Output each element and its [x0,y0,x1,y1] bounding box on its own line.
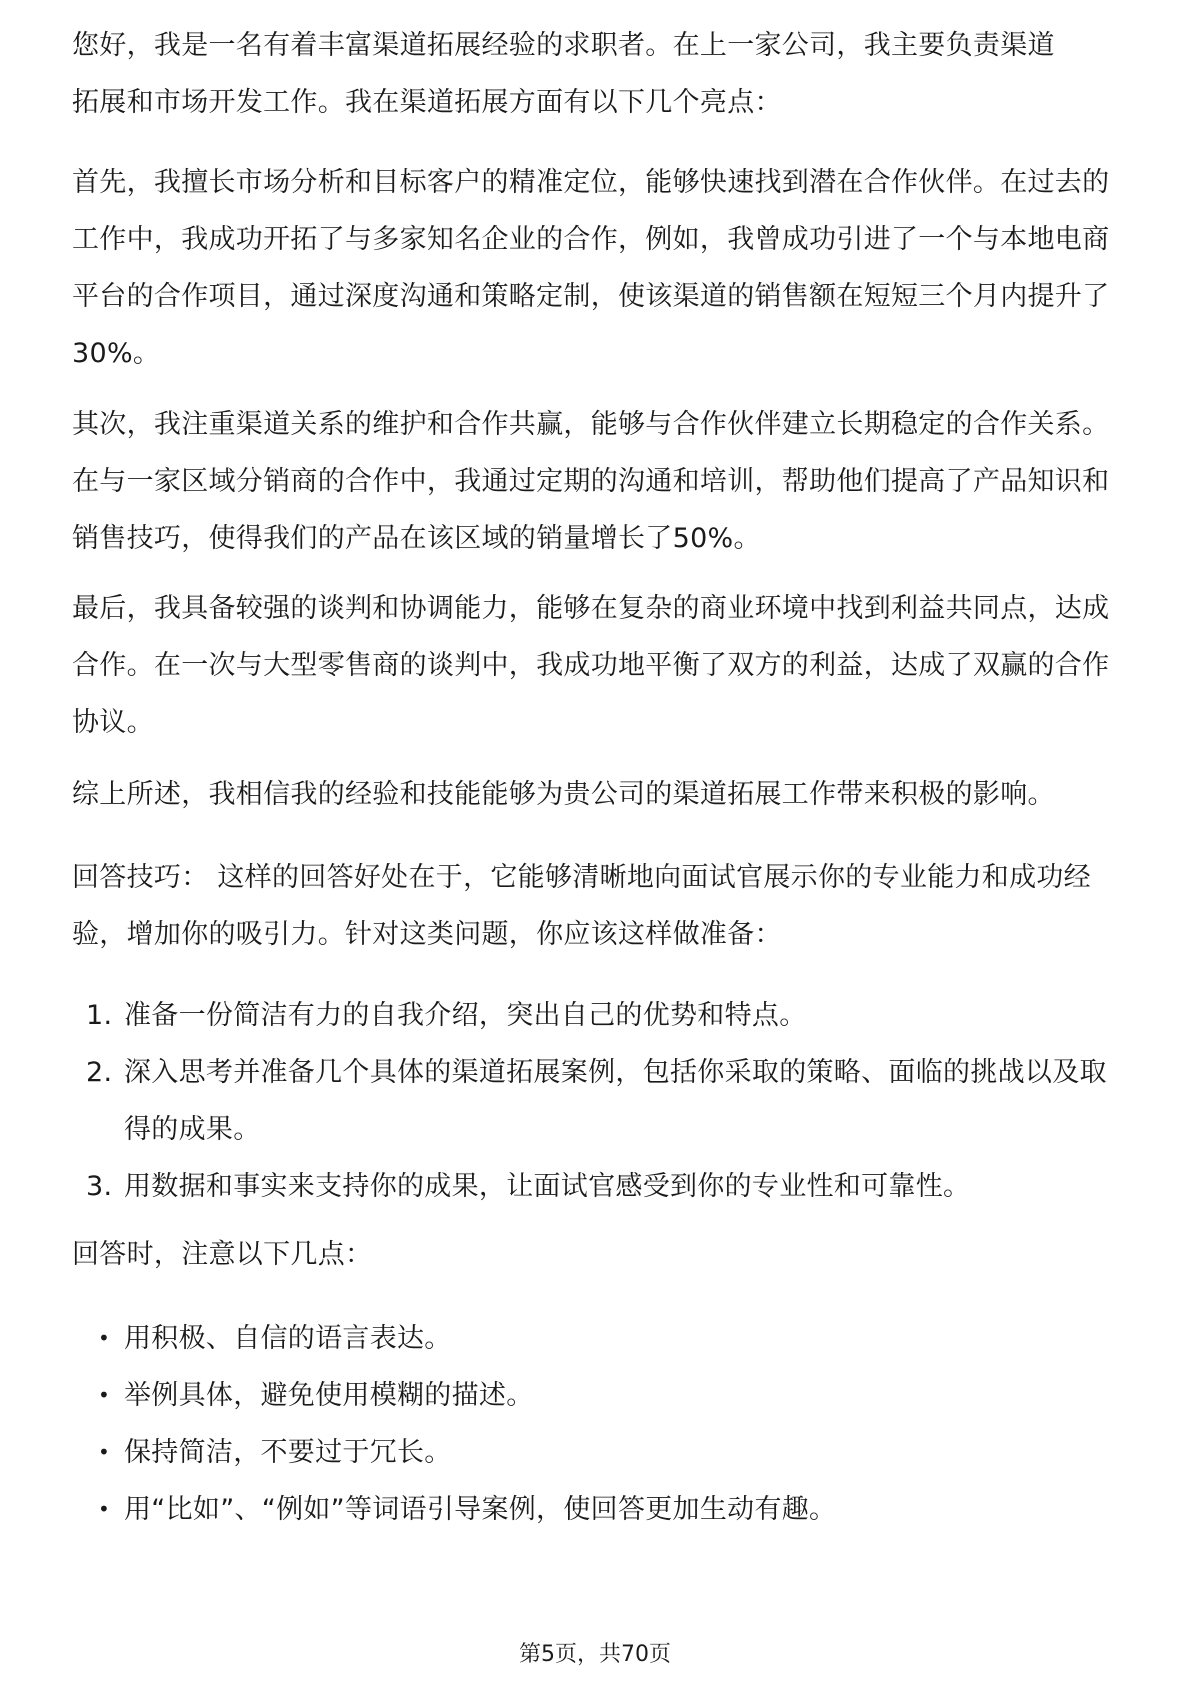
list-item [72,1044,1122,1158]
list-item-text: 用积极、自信的语言表达。 [124,1323,452,1354]
paragraph-tips: 回答技巧： 这样的回答好处在于，它能够清晰地向面试官展示你的专业能力和成功经验，增加你的吸引力。针对这类问题，你应该这样做准备： [72,862,1091,950]
list-item-text: 深入思考并准备几个具体的渠道拓展案例，包括你采取的策略、面临的挑战以及取得的成果。 [124,1057,1107,1145]
notes-heading: 回答时，注意以下几点： [72,1239,373,1270]
paragraph-second: 其次，我注重渠道关系的维护和合作共赢，能够与合作伙伴建立长期稳定的合作关系。在与一家区域分销商的合作中，我通过定期的沟通和培训，帮助他们提高了产品知识和销售技巧，使得我们的产品在该区域的销量增长了50%。 [72,409,1110,554]
list-marker: 2. [86,1057,113,1088]
list-item [72,1367,1122,1424]
page-number: 第5页，共70页 [519,1642,671,1667]
list-item-text: 举例具体，避免使用模糊的描述。 [124,1380,534,1411]
bullet-marker: • [98,1497,111,1521]
paragraph-third: 最后，我具备较强的谈判和协调能力，能够在复杂的商业环境中找到利益共同点，达成合作。在一次与大型零售商的谈判中，我成功地平衡了双方的利益，达成了双赢的合作协议。 [72,593,1110,738]
list-item [72,1158,1122,1215]
bullet-marker: • [98,1326,111,1350]
list-item [72,987,1122,1044]
list-item-text: 用数据和事实来支持你的成果，让面试官感受到你的专业性和可靠性。 [124,1171,971,1202]
numbered-list [72,987,1122,1215]
list-item [72,1481,1122,1538]
intro-line-2: 拓展和市场开发工作。我在渠道拓展方面有以下几个亮点： [72,87,782,118]
list-item [72,1310,1122,1367]
list-marker: 1. [86,1000,113,1031]
paragraph-first: 首先，我擅长市场分析和目标客户的精准定位，能够快速找到潜在合作伙伴。在过去的工作中，我成功开拓了与多家知名企业的合作，例如，我曾成功引进了一个与本地电商平台的合作项目，通过深度沟通和策略定制，使该渠道的销售额在短短三个月内提升了30%。 [72,167,1110,369]
list-item-text: 保持简洁，不要过于冗长。 [124,1437,452,1468]
list-item-text: 用“比如”、“例如”等词语引导案例，使回答更加生动有趣。 [124,1494,837,1525]
list-item-text: 准备一份简洁有力的自我介绍，突出自己的优势和特点。 [124,1000,807,1031]
intro-partial-line: 您好，我是一名有着丰富渠道拓展经验的求职者。在上一家公司，我主要负责渠道 [72,30,1055,61]
list-marker: 3. [86,1171,113,1202]
bullet-marker: • [98,1383,111,1407]
list-item [72,1424,1122,1481]
bullet-list [72,1310,1122,1538]
paragraph-summary: 综上所述，我相信我的经验和技能能够为贵公司的渠道拓展工作带来积极的影响。 [72,779,1055,810]
bullet-marker: • [98,1440,111,1464]
